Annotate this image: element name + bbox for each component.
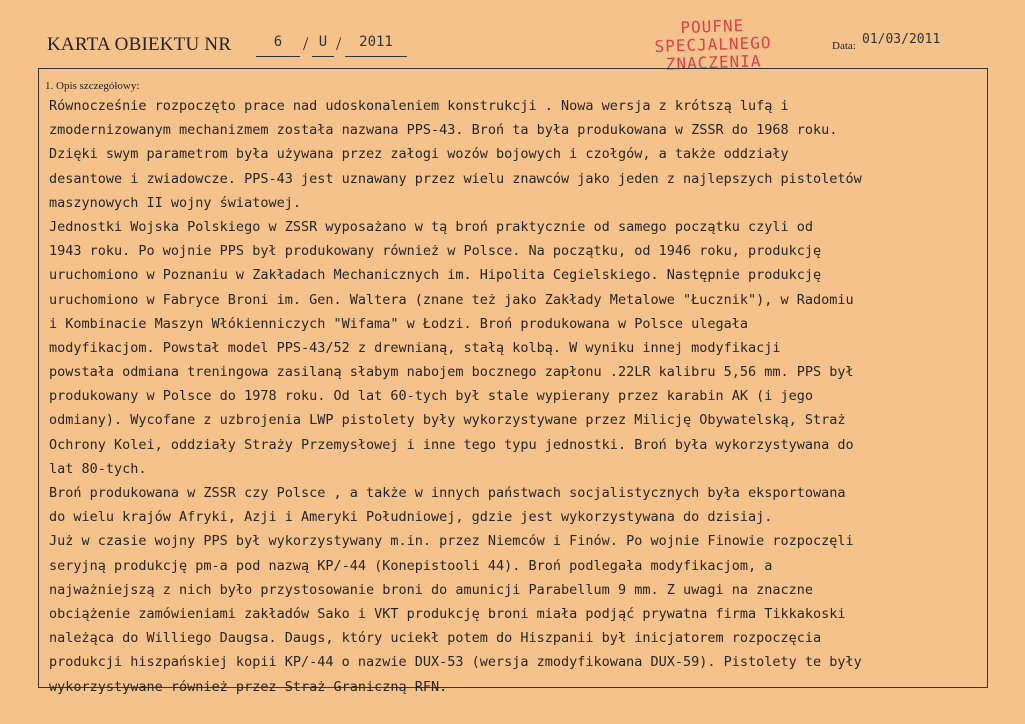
text-line: seryjną produkcję pm-a pod nazwą KP/-44 (Konepistooli 44). Broń podlegała modyfikacjom, a bbox=[49, 557, 773, 574]
date-label: Data: bbox=[832, 40, 856, 52]
text-line: produkowany w Polsce do 1978 roku. Od lat 60-tych był stale wypierany przez karabin AK (i jego bbox=[49, 388, 814, 405]
stamp-line: SPECJALNEGO bbox=[654, 32, 772, 57]
card-number-field: 6 bbox=[256, 34, 300, 57]
text-line: odmiany). Wycofane z uzbrojenia LWP pistolety były wykorzystywane przez Milicję Obywatelską, Straż bbox=[49, 412, 846, 429]
text-line: do wielu krajów Afryki, Azji i Ameryki Południowej, gdzie jest wykorzystywana do dzisiaj. bbox=[49, 509, 773, 526]
section-label: 1. Opis szczegółowy: bbox=[45, 80, 140, 92]
text-line: i Kombinacie Maszyn Włókienniczych "Wifama" w Łodzi. Broń produkowana w Polsce ulegała bbox=[49, 315, 748, 332]
text-line: uruchomiono w Fabryce Broni im. Gen. Waltera (znane też jako Zakłady Metalowe "Łucznik"), w Radomiu bbox=[49, 291, 854, 308]
text-line: Broń produkowana w ZSSR czy Polsce , a także w innych państwach socjalistycznych była eksportowana bbox=[49, 485, 846, 501]
card-year-field: 2011 bbox=[345, 34, 407, 57]
description-text bbox=[49, 94, 984, 699]
text-line: maszynowych II wojny światowej. bbox=[49, 194, 301, 211]
confidential-stamp bbox=[627, 15, 799, 75]
text-line: lat 80-tych. bbox=[49, 460, 147, 477]
card-title: KARTA OBIEKTU NR bbox=[47, 34, 232, 55]
text-line: uruchomiono w Poznaniu w Zakładach Mechanicznych im. Hipolita Cegielskiego. Następnie produkcję bbox=[49, 267, 822, 284]
stamp-line: POUFNE bbox=[680, 15, 745, 38]
text-line: należąca do Williego Daugsa. Daugs, który uciekł potem do Hiszpanii był inicjatorem rozpoczęcia bbox=[49, 630, 822, 647]
text-line: desantowe i zwiadowcze. PPS-43 jest uznawany przez wielu znawców jako jeden z najlepszych pistoletów bbox=[49, 170, 862, 187]
stamp-line: ZNACZENIA bbox=[665, 51, 762, 74]
text-line: obciążenie zamówieniami zakładów Sako i VKT produkcję broni miała podjąć prywatna firma Tikkakoski bbox=[49, 605, 846, 622]
text-line: modyfikacjom. Powstał model PPS-43/52 z drewnianą, stałą kolbą. W wyniku innej modyfikacji bbox=[49, 339, 781, 356]
card-number-separator: / bbox=[303, 34, 309, 55]
text-line: Ochrony Kolei, oddziały Straży Przemysłowej i inne tego typu jednostki. Broń była wykorzystywana do bbox=[49, 436, 854, 453]
text-line: Jednostki Wojska Polskiego w ZSSR wyposażano w tą broń praktycznie od samego początku czyli od bbox=[49, 218, 814, 235]
card-roman-separator: / bbox=[336, 34, 342, 55]
text-line: Dzięki swym parametrom była używana przez załogi wozów bojowych i czołgów, a także oddziały bbox=[49, 146, 789, 163]
text-line: najważniejszą z nich było przystosowanie broni do amunicji Parabellum 9 mm. Z uwagi na znaczne bbox=[49, 581, 814, 598]
text-line: zmodernizowanym mechanizmem została nazwana PPS-43. Broń ta była produkowana w ZSSR do 1968 roku. bbox=[49, 122, 838, 139]
text-line: Równocześnie rozpoczęto prace nad udoskonaleniem konstrukcji . Nowa wersja z krótszą lufą i bbox=[49, 98, 789, 114]
card-roman-field: U bbox=[312, 34, 334, 57]
text-line: Już w czasie wojny PPS był wykorzystywany m.in. przez Niemców i Finów. Po wojnie Finowie rozpoczęli bbox=[49, 533, 854, 550]
text-line: produkcji hiszpańskiej kopii KP/-44 o nazwie DUX-53 (wersja zmodyfikowana DUX-59). Pistolety te były bbox=[49, 654, 862, 671]
date-value: 01/03/2011 bbox=[862, 32, 941, 47]
text-line: wykorzystywane również przez Straż Graniczną RFN. bbox=[49, 678, 448, 695]
text-line: 1943 roku. Po wojnie PPS był produkowany również w Polsce. Na początku, od 1946 roku, produkcję bbox=[49, 243, 822, 260]
text-line: powstała odmiana treningowa zasilaną słabym nabojem bocznego zapłonu .22LR kalibru 5,56 mm. PPS był bbox=[49, 364, 854, 381]
